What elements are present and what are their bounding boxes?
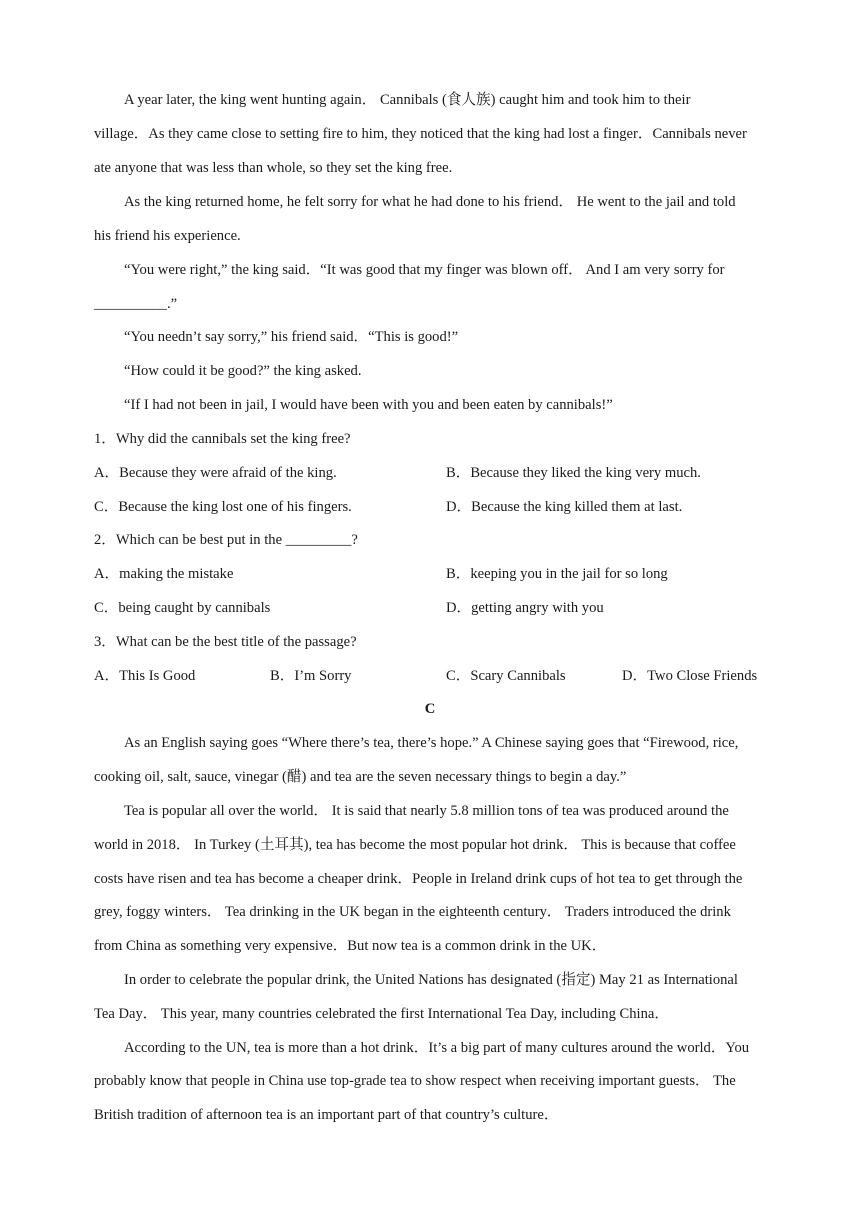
paragraph-line: Tea is popular all over the world． It is said that nearly 5.8 million tons of tea was produced around the bbox=[124, 803, 729, 819]
answer-option: A．This Is Good bbox=[94, 668, 196, 684]
paragraph-line: As the king returned home, he felt sorry for what he had done to his friend． He went to the jail and told bbox=[124, 194, 736, 210]
answer-option: B．I’m Sorry bbox=[270, 668, 352, 684]
answer-option: C．Scary Cannibals bbox=[446, 668, 566, 684]
paragraph-line: world in 2018． In Turkey (土耳其), tea has become the most popular hot drink． This is because that coffee bbox=[94, 837, 736, 853]
paragraph-line: British tradition of afternoon tea is an important part of that country’s culture． bbox=[94, 1107, 559, 1123]
answer-option: C．Because the king lost one of his fingers. bbox=[94, 499, 352, 515]
paragraph-line: According to the UN, tea is more than a hot drink．It’s a big part of many cultures around the world．You bbox=[124, 1040, 750, 1056]
answer-option: A．Because they were afraid of the king. bbox=[94, 465, 337, 481]
paragraph-line: Tea Day． This year, many countries celebrated the first International Tea Day, including China． bbox=[94, 1006, 669, 1022]
question-stem: 2．Which can be best put in the _________? bbox=[94, 532, 358, 548]
paragraph-line: __________.” bbox=[94, 296, 178, 312]
paragraph-line: A year later, the king went hunting again． Cannibals (食人族) caught him and took him to their bbox=[124, 92, 691, 108]
question-stem: 1．Why did the cannibals set the king free? bbox=[94, 431, 351, 447]
paragraph-line: “You needn’t say sorry,” his friend said．“This is good!” bbox=[124, 329, 459, 345]
paragraph-line: As an English saying goes “Where there’s tea, there’s hope.” A Chinese saying goes that “Firewood, rice, bbox=[124, 735, 739, 751]
paragraph-line: cooking oil, salt, sauce, vinegar (醋) and tea are the seven necessary things to begin a day.” bbox=[94, 769, 627, 785]
paragraph-line: from China as something very expensive．But now tea is a common drink in the UK． bbox=[94, 938, 607, 954]
paragraph-line: grey, foggy winters． Tea drinking in the UK began in the eighteenth century． Traders introduced the drink bbox=[94, 904, 731, 920]
answer-option: B．Because they liked the king very much. bbox=[446, 465, 701, 481]
section-heading: C bbox=[424, 701, 436, 717]
paragraph-line: probably know that people in China use top-grade tea to show respect when receiving important guests． The bbox=[94, 1073, 736, 1089]
answer-option: D．Two Close Friends bbox=[622, 668, 758, 684]
paragraph-line: village．As they came close to setting fire to him, they noticed that the king had lost a finger．Cannibals never bbox=[94, 126, 747, 142]
paragraph-line: “If I had not been in jail, I would have been with you and been eaten by cannibals!” bbox=[124, 397, 613, 413]
answer-option: B．keeping you in the jail for so long bbox=[446, 566, 668, 582]
paragraph-line: In order to celebrate the popular drink, the United Nations has designated (指定) May 21 as International bbox=[124, 972, 738, 988]
answer-option: D．getting angry with you bbox=[446, 600, 604, 616]
paragraph-line: his friend his experience. bbox=[94, 228, 241, 244]
paragraph-line: “How could it be good?” the king asked. bbox=[124, 363, 362, 379]
paragraph-line: ate anyone that was less than whole, so they set the king free. bbox=[94, 160, 453, 176]
paragraph-line: “You were right,” the king said．“It was good that my finger was blown off． And I am very sorry for bbox=[124, 262, 725, 278]
answer-option: A．making the mistake bbox=[94, 566, 234, 582]
answer-option: D．Because the king killed them at last. bbox=[446, 499, 683, 515]
question-stem: 3．What can be the best title of the passage? bbox=[94, 634, 357, 650]
paragraph-line: costs have risen and tea has become a cheaper drink．People in Ireland drink cups of hot tea to get through the bbox=[94, 871, 743, 887]
answer-option: C．being caught by cannibals bbox=[94, 600, 271, 616]
